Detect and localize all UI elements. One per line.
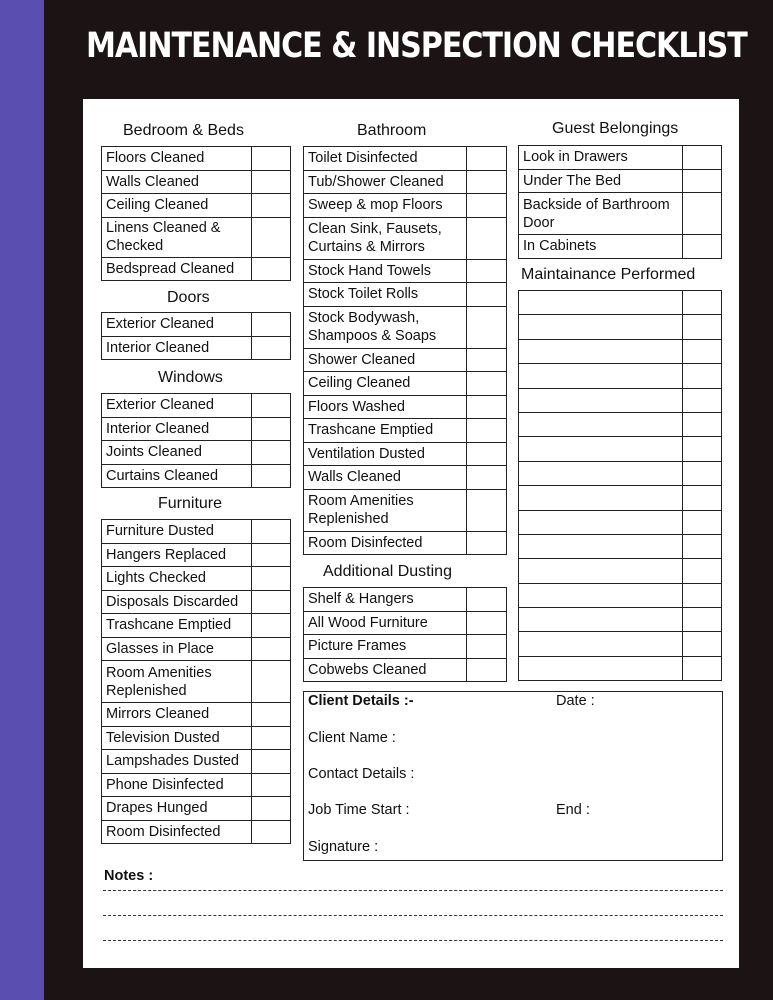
checklist-row: [304, 217, 507, 259]
check-box[interactable]: [683, 235, 722, 259]
checklist-row: [102, 614, 291, 638]
maintenance-row: [519, 583, 722, 607]
maintenance-row: [519, 510, 722, 534]
page-title: MAINTENANCE & INSPECTION CHECKLIST: [86, 26, 747, 66]
check-box[interactable]: [252, 820, 291, 844]
signature-label: Signature :: [308, 839, 379, 855]
date-label: Date :: [556, 693, 595, 709]
heading-furniture: Furniture: [158, 495, 223, 512]
checklist-row: [304, 531, 507, 555]
maintenance-entry-field[interactable]: [519, 461, 683, 485]
heading-additional-dusting: Additional Dusting: [323, 563, 452, 580]
check-box[interactable]: [467, 442, 507, 466]
maintenance-row: [519, 486, 722, 510]
checklist-item-label: Shelf & Hangers: [304, 588, 467, 612]
notes-line[interactable]: [103, 940, 723, 941]
checklist-item-label: Glasses in Place: [102, 637, 252, 661]
check-box[interactable]: [467, 611, 507, 635]
check-box[interactable]: [683, 510, 722, 534]
check-box[interactable]: [467, 348, 507, 372]
checklist-row: [304, 419, 507, 443]
checklist-row: [102, 394, 291, 418]
check-box[interactable]: [252, 773, 291, 797]
check-box[interactable]: [683, 461, 722, 485]
checklist-row: [102, 590, 291, 614]
maintenance-entry-field[interactable]: [519, 412, 683, 436]
maintenance-entry-field[interactable]: [519, 534, 683, 558]
checklist-row: [102, 147, 291, 171]
checklist-item-label: Room Amenities Replenished: [304, 489, 467, 531]
checklist-row: [304, 147, 507, 171]
maintenance-row: [519, 656, 722, 680]
check-box[interactable]: [252, 661, 291, 703]
maintenance-log: [518, 290, 722, 681]
maintenance-entry-field[interactable]: [519, 339, 683, 363]
checklist-item-label: Stock Hand Towels: [304, 259, 467, 283]
checklist-row: [102, 543, 291, 567]
checklist-row: [102, 520, 291, 544]
check-box[interactable]: [683, 583, 722, 607]
maintenance-entry-field[interactable]: [519, 315, 683, 339]
check-box[interactable]: [467, 635, 507, 659]
heading-maintenance: Maintainance Performed: [521, 266, 696, 283]
check-box[interactable]: [252, 637, 291, 661]
check-box[interactable]: [683, 169, 722, 193]
check-box[interactable]: [252, 194, 291, 218]
checklist-item-label: Picture Frames: [304, 635, 467, 659]
notes-line[interactable]: [103, 890, 723, 891]
checklist-row: [102, 336, 291, 360]
checklist-item-label: Look in Drawers: [519, 146, 683, 170]
checklist-row: [102, 703, 291, 727]
check-box[interactable]: [683, 339, 722, 363]
checklist-item-label: Mirrors Cleaned: [102, 703, 252, 727]
maintenance-row: [519, 632, 722, 656]
client-details-box: [303, 691, 723, 861]
maintenance-entry-field[interactable]: [519, 437, 683, 461]
checklist-item-label: Hangers Replaced: [102, 543, 252, 567]
checklist-row: [304, 283, 507, 307]
checklist-item-label: Under The Bed: [519, 169, 683, 193]
check-box[interactable]: [683, 412, 722, 436]
check-box[interactable]: [467, 217, 507, 259]
checklist-item-label: Television Dusted: [102, 726, 252, 750]
checklist-item-label: Interior Cleaned: [102, 336, 252, 360]
doors-checklist: [101, 312, 291, 360]
checklist-item-label: Ventilation Dusted: [304, 442, 467, 466]
check-box[interactable]: [467, 147, 507, 171]
check-box[interactable]: [467, 588, 507, 612]
checklist-item-label: Interior Cleaned: [102, 417, 252, 441]
check-box[interactable]: [467, 306, 507, 348]
checklist-row: [102, 313, 291, 337]
checklist-item-label: Trashcane Emptied: [102, 614, 252, 638]
client-name-label: Client Name :: [308, 730, 396, 746]
check-box[interactable]: [252, 417, 291, 441]
maintenance-row: [519, 364, 722, 388]
checklist-item-label: Furniture Dusted: [102, 520, 252, 544]
checklist-item-label: Drapes Hunged: [102, 797, 252, 821]
furniture-checklist: [101, 519, 291, 844]
check-box[interactable]: [467, 259, 507, 283]
bathroom-checklist: [303, 146, 507, 555]
checklist-row: [304, 466, 507, 490]
checklist-row: [304, 348, 507, 372]
check-box[interactable]: [252, 257, 291, 281]
maintenance-row: [519, 315, 722, 339]
check-box[interactable]: [683, 364, 722, 388]
maintenance-entry-field[interactable]: [519, 291, 683, 315]
maintenance-row: [519, 534, 722, 558]
notes-label: Notes :: [104, 868, 154, 884]
check-box[interactable]: [467, 531, 507, 555]
check-box[interactable]: [467, 170, 507, 194]
checklist-row: [102, 773, 291, 797]
notes-line[interactable]: [103, 915, 723, 916]
heading-bedroom: Bedroom & Beds: [123, 122, 244, 139]
checklist-row: [102, 567, 291, 591]
checklist-row: [102, 797, 291, 821]
checklist-item-label: Floors Cleaned: [102, 147, 252, 171]
binding-spine: [0, 0, 44, 1000]
checklist-row: [102, 441, 291, 465]
check-box[interactable]: [252, 147, 291, 171]
dusting-checklist: [303, 587, 507, 682]
maintenance-row: [519, 608, 722, 632]
checklist-item-label: Walls Cleaned: [102, 170, 252, 194]
check-box[interactable]: [252, 336, 291, 360]
checklist-row: [102, 464, 291, 488]
checklist-row: [304, 658, 507, 682]
checklist-item-label: In Cabinets: [519, 235, 683, 259]
checklist-row: [304, 194, 507, 218]
checklist-row: [102, 194, 291, 218]
maintenance-entry-field[interactable]: [519, 510, 683, 534]
check-box[interactable]: [252, 703, 291, 727]
checklist-row: [102, 750, 291, 774]
checklist-row: [304, 588, 507, 612]
checklist-row: [304, 170, 507, 194]
checklist-item-label: Bedspread Cleaned: [102, 257, 252, 281]
check-box[interactable]: [252, 797, 291, 821]
checklist-row: [304, 372, 507, 396]
windows-checklist: [101, 393, 291, 488]
check-box[interactable]: [252, 394, 291, 418]
maintenance-entry-field[interactable]: [519, 608, 683, 632]
checklist-item-label: Linens Cleaned & Checked: [102, 217, 252, 257]
maintenance-entry-field[interactable]: [519, 486, 683, 510]
heading-bathroom: Bathroom: [357, 122, 427, 139]
maintenance-entry-field[interactable]: [519, 559, 683, 583]
maintenance-row: [519, 412, 722, 436]
check-box[interactable]: [467, 283, 507, 307]
check-box[interactable]: [252, 590, 291, 614]
check-box[interactable]: [467, 395, 507, 419]
job-time-start-label: Job Time Start :: [308, 802, 410, 818]
end-label: End :: [556, 802, 590, 818]
check-box[interactable]: [252, 726, 291, 750]
checklist-item-label: Cobwebs Cleaned: [304, 658, 467, 682]
heading-guest-belongings: Guest Belongings: [552, 120, 679, 137]
checklist-row: [304, 442, 507, 466]
check-box[interactable]: [683, 291, 722, 315]
client-details-label: Client Details :-: [308, 693, 414, 709]
check-box[interactable]: [252, 313, 291, 337]
check-box[interactable]: [467, 658, 507, 682]
checklist-row: [519, 169, 722, 193]
check-box[interactable]: [683, 437, 722, 461]
checklist-item-label: Trashcane Emptied: [304, 419, 467, 443]
checklist-row: [102, 257, 291, 281]
checklist-item-label: Shower Cleaned: [304, 348, 467, 372]
checklist-item-label: Toilet Disinfected: [304, 147, 467, 171]
maintenance-row: [519, 339, 722, 363]
check-box[interactable]: [252, 567, 291, 591]
check-box[interactable]: [467, 419, 507, 443]
checklist-item-label: Ceiling Cleaned: [304, 372, 467, 396]
maintenance-entry-field[interactable]: [519, 364, 683, 388]
checklist-item-label: Clean Sink, Fausets, Curtains & Mirrors: [304, 217, 467, 259]
checklist-item-label: Ceiling Cleaned: [102, 194, 252, 218]
check-box[interactable]: [683, 632, 722, 656]
maintenance-row: [519, 291, 722, 315]
checklist-row: [304, 489, 507, 531]
checklist-item-label: Exterior Cleaned: [102, 394, 252, 418]
checklist-row: [102, 661, 291, 703]
check-box[interactable]: [683, 608, 722, 632]
checklist-item-label: Exterior Cleaned: [102, 313, 252, 337]
checklist-item-label: Room Amenities Replenished: [102, 661, 252, 703]
checklist-item-label: Lights Checked: [102, 567, 252, 591]
checklist-row: [304, 395, 507, 419]
maintenance-row: [519, 559, 722, 583]
check-box[interactable]: [683, 315, 722, 339]
checklist-item-label: Sweep & mop Floors: [304, 194, 467, 218]
checklist-item-label: Curtains Cleaned: [102, 464, 252, 488]
check-box[interactable]: [467, 489, 507, 531]
checklist-item-label: Disposals Discarded: [102, 590, 252, 614]
checklist-item-label: Room Disinfected: [304, 531, 467, 555]
checklist-row: [304, 635, 507, 659]
guest-checklist: [518, 145, 722, 259]
check-box[interactable]: [683, 388, 722, 412]
checklist-row: [102, 170, 291, 194]
checklist-item-label: Joints Cleaned: [102, 441, 252, 465]
checklist-item-label: Phone Disinfected: [102, 773, 252, 797]
check-box[interactable]: [683, 193, 722, 235]
checklist-row: [102, 417, 291, 441]
check-box[interactable]: [252, 464, 291, 488]
maintenance-entry-field[interactable]: [519, 656, 683, 680]
check-box[interactable]: [467, 194, 507, 218]
heading-windows: Windows: [158, 369, 223, 386]
maintenance-entry-field[interactable]: [519, 632, 683, 656]
check-box[interactable]: [252, 170, 291, 194]
checklist-row: [102, 820, 291, 844]
maintenance-row: [519, 461, 722, 485]
check-box[interactable]: [252, 520, 291, 544]
checklist-row: [304, 306, 507, 348]
checklist-row: [304, 611, 507, 635]
maintenance-entry-field[interactable]: [519, 388, 683, 412]
check-box[interactable]: [683, 559, 722, 583]
maintenance-row: [519, 388, 722, 412]
check-box[interactable]: [252, 217, 291, 257]
maintenance-row: [519, 437, 722, 461]
check-box[interactable]: [683, 656, 722, 680]
checklist-item-label: Tub/Shower Cleaned: [304, 170, 467, 194]
checklist-item-label: Stock Toilet Rolls: [304, 283, 467, 307]
heading-doors: Doors: [167, 289, 210, 306]
check-box[interactable]: [683, 146, 722, 170]
checklist-item-label: Lampshades Dusted: [102, 750, 252, 774]
check-box[interactable]: [683, 534, 722, 558]
checklist-item-label: Floors Washed: [304, 395, 467, 419]
checklist-row: [519, 193, 722, 235]
maintenance-entry-field[interactable]: [519, 583, 683, 607]
check-box[interactable]: [252, 441, 291, 465]
check-box[interactable]: [683, 486, 722, 510]
checklist-item-label: Stock Bodywash, Shampoos & Soaps: [304, 306, 467, 348]
checklist-item-label: Room Disinfected: [102, 820, 252, 844]
checklist-row: [519, 235, 722, 259]
checklist-row: [304, 259, 507, 283]
checklist-row: [102, 217, 291, 257]
check-box[interactable]: [252, 543, 291, 567]
checklist-row: [519, 146, 722, 170]
checklist-item-label: All Wood Furniture: [304, 611, 467, 635]
bedroom-checklist: [101, 146, 291, 281]
checklist-row: [102, 726, 291, 750]
check-box[interactable]: [252, 750, 291, 774]
checklist-item-label: Backside of Barthroom Door: [519, 193, 683, 235]
check-box[interactable]: [252, 614, 291, 638]
checklist-row: [102, 637, 291, 661]
contact-details-label: Contact Details :: [308, 766, 415, 782]
checklist-item-label: Walls Cleaned: [304, 466, 467, 490]
check-box[interactable]: [467, 466, 507, 490]
check-box[interactable]: [467, 372, 507, 396]
